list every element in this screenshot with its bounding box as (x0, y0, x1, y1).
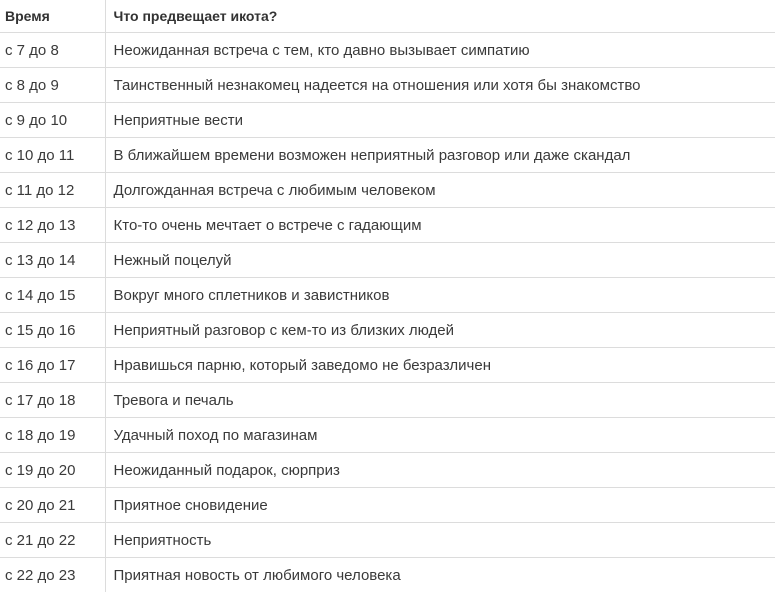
meaning-cell: Неприятность (105, 523, 775, 558)
table-row (0, 68, 775, 103)
table-row (0, 208, 775, 243)
meaning-cell: Приятное сновидение (105, 488, 775, 523)
meaning-cell: Кто-то очень мечтает о встрече с гадающим (105, 208, 775, 243)
time-cell: с 19 до 20 (0, 453, 105, 488)
meaning-cell: Вокруг много сплетников и завистников (105, 278, 775, 313)
table-row (0, 173, 775, 208)
meaning-cell: Нежный поцелуй (105, 243, 775, 278)
table-row (0, 453, 775, 488)
time-cell: с 14 до 15 (0, 278, 105, 313)
table-row (0, 103, 775, 138)
time-cell: с 12 до 13 (0, 208, 105, 243)
table-row (0, 138, 775, 173)
meaning-cell: Долгожданная встреча с любимым человеком (105, 173, 775, 208)
meaning-cell: Неприятные вести (105, 103, 775, 138)
meaning-cell: Приятная новость от любимого человека (105, 558, 775, 592)
column-header-meaning: Что предвещает икота? (105, 0, 775, 33)
time-cell: с 15 до 16 (0, 313, 105, 348)
table-row (0, 243, 775, 278)
time-cell: с 10 до 11 (0, 138, 105, 173)
time-cell: с 17 до 18 (0, 383, 105, 418)
table-row (0, 278, 775, 313)
time-cell: с 16 до 17 (0, 348, 105, 383)
table-row (0, 558, 775, 592)
table-header-row (0, 0, 775, 33)
time-cell: с 18 до 19 (0, 418, 105, 453)
time-cell: с 11 до 12 (0, 173, 105, 208)
table-row (0, 33, 775, 68)
meaning-cell: Таинственный незнакомец надеется на отношения или хотя бы знакомство (105, 68, 775, 103)
table-row (0, 523, 775, 558)
time-cell: с 9 до 10 (0, 103, 105, 138)
time-cell: с 13 до 14 (0, 243, 105, 278)
table-row (0, 488, 775, 523)
table-row (0, 383, 775, 418)
meaning-cell: Тревога и печаль (105, 383, 775, 418)
meaning-cell: В ближайшем времени возможен неприятный разговор или даже скандал (105, 138, 775, 173)
meaning-cell: Удачный поход по магазинам (105, 418, 775, 453)
time-cell: с 7 до 8 (0, 33, 105, 68)
meaning-cell: Неприятный разговор с кем-то из близких людей (105, 313, 775, 348)
time-cell: с 8 до 9 (0, 68, 105, 103)
time-cell: с 22 до 23 (0, 558, 105, 592)
meaning-cell: Неожиданная встреча с тем, кто давно вызывает симпатию (105, 33, 775, 68)
time-cell: с 20 до 21 (0, 488, 105, 523)
meaning-cell: Нравишься парню, который заведомо не безразличен (105, 348, 775, 383)
table-row (0, 418, 775, 453)
table-row (0, 348, 775, 383)
column-header-time: Время (0, 0, 105, 33)
meaning-cell: Неожиданный подарок, сюрприз (105, 453, 775, 488)
table-row (0, 313, 775, 348)
time-cell: с 21 до 22 (0, 523, 105, 558)
